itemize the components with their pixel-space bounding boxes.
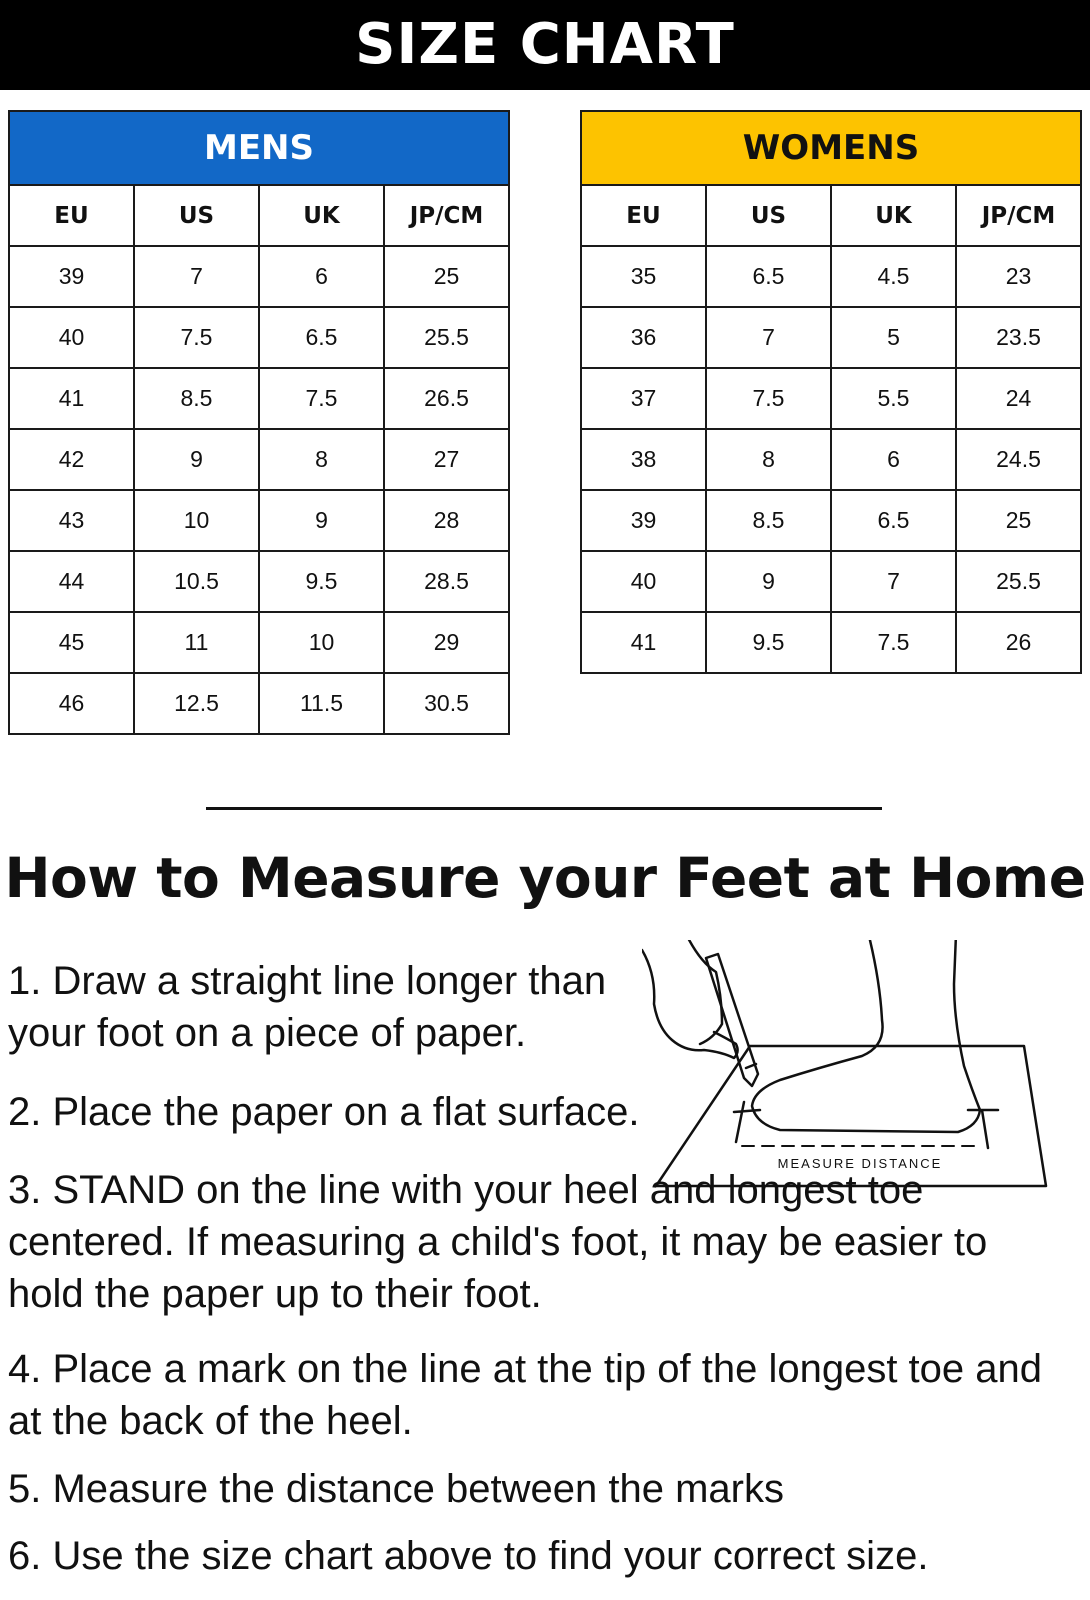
table-cell: 6 — [259, 246, 384, 307]
table-cell: 8 — [259, 429, 384, 490]
table-row — [9, 551, 509, 612]
table-cell: 36 — [581, 307, 706, 368]
table-cell: 8.5 — [706, 490, 831, 551]
table-cell: 8.5 — [134, 368, 259, 429]
table-cell: 7 — [706, 307, 831, 368]
table-cell: 5 — [831, 307, 956, 368]
table-cell: 25 — [384, 246, 509, 307]
table-cell: 43 — [9, 490, 134, 551]
table-row — [9, 490, 509, 551]
table-row — [581, 490, 1081, 551]
size-chart-banner: SIZE CHART — [0, 0, 1090, 90]
mens-size-table — [8, 110, 510, 735]
table-cell: 40 — [9, 307, 134, 368]
step-5: 5. Measure the distance between the marks — [8, 1467, 784, 1511]
table-row — [581, 612, 1081, 673]
table-cell: 9 — [134, 429, 259, 490]
table-row — [9, 246, 509, 307]
table-cell: 26 — [956, 612, 1081, 673]
mens-col-uk: UK — [259, 185, 384, 246]
table-cell: 29 — [384, 612, 509, 673]
table-cell: 12.5 — [134, 673, 259, 734]
table-row — [581, 551, 1081, 612]
mens-col-jp: JP/CM — [384, 185, 509, 246]
table-row — [9, 429, 509, 490]
table-cell: 7.5 — [259, 368, 384, 429]
table-cell: 41 — [9, 368, 134, 429]
table-cell: 6.5 — [706, 246, 831, 307]
table-cell: 10 — [259, 612, 384, 673]
table-cell: 38 — [581, 429, 706, 490]
step-4: 4. Place a mark on the line at the tip of the longest toe and at the back of the heel. — [8, 1347, 1043, 1443]
table-cell: 7 — [831, 551, 956, 612]
table-row — [581, 429, 1081, 490]
table-cell: 25.5 — [384, 307, 509, 368]
table-cell: 24.5 — [956, 429, 1081, 490]
table-cell: 40 — [581, 551, 706, 612]
womens-col-eu: EU — [581, 185, 706, 246]
table-cell: 6 — [831, 429, 956, 490]
table-cell: 6.5 — [831, 490, 956, 551]
table-cell: 35 — [581, 246, 706, 307]
womens-size-table — [580, 110, 1082, 674]
mens-col-us: US — [134, 185, 259, 246]
table-cell: 10 — [134, 490, 259, 551]
table-cell: 28 — [384, 490, 509, 551]
toe-mark-icon — [968, 1110, 998, 1148]
table-cell: 24 — [956, 368, 1081, 429]
table-row — [9, 307, 509, 368]
hand-icon — [642, 940, 738, 1058]
mens-header: MENS — [9, 111, 509, 185]
table-row — [9, 612, 509, 673]
table-cell: 42 — [9, 429, 134, 490]
step-1: 1. Draw a straight line longer than your foot on a piece of paper. — [8, 959, 607, 1055]
table-cell: 23 — [956, 246, 1081, 307]
table-cell: 9.5 — [259, 551, 384, 612]
table-cell: 46 — [9, 673, 134, 734]
table-cell: 25 — [956, 490, 1081, 551]
table-row — [581, 368, 1081, 429]
table-cell: 30.5 — [384, 673, 509, 734]
table-row — [581, 307, 1081, 368]
how-to-title: How to Measure your Feet at Home — [4, 846, 1086, 910]
table-cell: 6.5 — [259, 307, 384, 368]
table-cell: 26.5 — [384, 368, 509, 429]
table-cell: 25.5 — [956, 551, 1081, 612]
foot-outline-icon — [752, 940, 980, 1132]
table-cell: 28.5 — [384, 551, 509, 612]
table-cell: 27 — [384, 429, 509, 490]
table-cell: 7.5 — [706, 368, 831, 429]
table-cell: 37 — [581, 368, 706, 429]
womens-header: WOMENS — [581, 111, 1081, 185]
step-2: 2. Place the paper on a flat surface. — [8, 1090, 640, 1134]
table-cell: 10.5 — [134, 551, 259, 612]
measure-distance-label: MEASURE DISTANCE — [777, 1156, 943, 1171]
table-cell: 4.5 — [831, 246, 956, 307]
table-cell: 7.5 — [134, 307, 259, 368]
table-cell: 39 — [581, 490, 706, 551]
table-cell: 9 — [706, 551, 831, 612]
womens-col-jp: JP/CM — [956, 185, 1081, 246]
table-row — [9, 673, 509, 734]
table-cell: 39 — [9, 246, 134, 307]
womens-col-us: US — [706, 185, 831, 246]
section-divider — [206, 807, 882, 810]
womens-col-uk: UK — [831, 185, 956, 246]
table-cell: 7 — [134, 246, 259, 307]
foot-measure-illustration — [642, 940, 1082, 1220]
table-cell: 8 — [706, 429, 831, 490]
table-cell: 44 — [9, 551, 134, 612]
table-cell: 7.5 — [831, 612, 956, 673]
table-row — [581, 246, 1081, 307]
mens-col-eu: EU — [9, 185, 134, 246]
table-cell: 41 — [581, 612, 706, 673]
table-cell: 23.5 — [956, 307, 1081, 368]
step-3: 3. STAND on the line with your heel and longest toe centered. If measuring a child's foot, it may be easier to hold the paper up to their foot. — [8, 1168, 988, 1316]
step-6: 6. Use the size chart above to find your correct size. — [8, 1534, 929, 1578]
table-cell: 5.5 — [831, 368, 956, 429]
table-cell: 11.5 — [259, 673, 384, 734]
table-cell: 45 — [9, 612, 134, 673]
heel-mark-icon — [734, 1102, 760, 1142]
pencil-icon — [706, 954, 758, 1086]
table-cell: 9.5 — [706, 612, 831, 673]
table-row — [9, 368, 509, 429]
table-cell: 9 — [259, 490, 384, 551]
table-cell: 11 — [134, 612, 259, 673]
